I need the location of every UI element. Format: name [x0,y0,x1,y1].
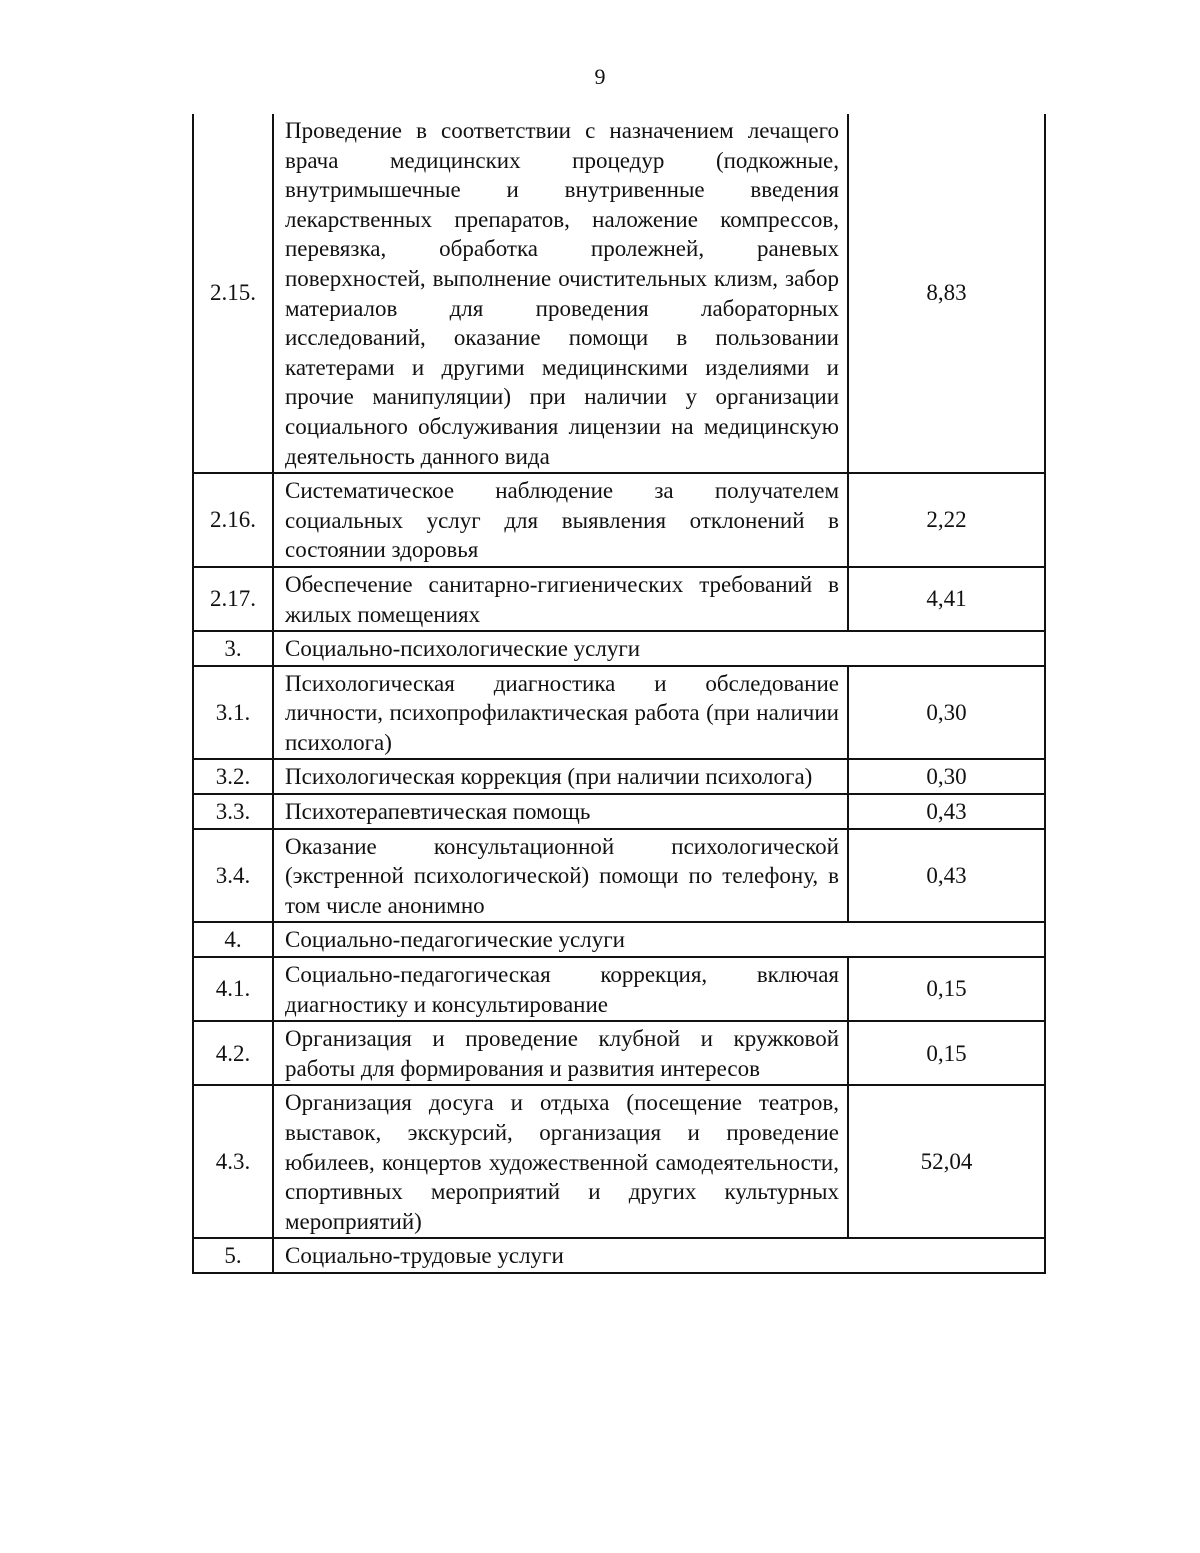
service-name: Организация и проведение клубной и кружковой работы для формирования и развития интересов [273,1021,848,1085]
service-name: Психологическая диагностика и обследование личности, психопрофилактическая работа (при наличии психолога) [273,666,848,760]
service-row [193,666,1045,760]
service-row [193,1085,1045,1238]
services-tariff-table [192,114,1046,1274]
row-number: 3.3. [193,794,273,829]
table-body [193,114,1045,1273]
section-title: Социально-психологические услуги [273,631,1045,666]
service-name: Оказание консультационной психологической (экстренной психологической) помощи по телефону, в том числе анонимно [273,829,848,923]
service-tariff-value: 2,22 [848,473,1045,567]
service-row [193,759,1045,794]
service-tariff-value: 8,83 [848,114,1045,473]
service-tariff-value: 0,43 [848,829,1045,923]
row-number: 4. [193,922,273,957]
service-row [193,1021,1045,1085]
service-row [193,957,1045,1021]
service-row [193,114,1045,473]
row-number: 4.3. [193,1085,273,1238]
service-name: Психотерапевтическая помощь [273,794,848,829]
service-name: Проведение в соответствии с назначением лечащего врача медицинских процедур (подкожные, внутримышечные и внутривенные введения лекарственных препаратов, наложение компрессов, перевязка, обработка пролежней, раневых поверхностей, выполнение очистительных клизм, забор материалов для проведения лабораторных исследований, оказание помощи в пользовании катетерами и другими медицинскими изделиями и прочие манипуляции) при наличии у организации социального обслуживания лицензии на медицинскую деятельность данного вида [273,114,848,473]
service-name: Психологическая коррекция (при наличии психолога) [273,759,848,794]
section-row [193,631,1045,666]
service-tariff-value: 0,30 [848,759,1045,794]
section-row [193,922,1045,957]
row-number: 4.2. [193,1021,273,1085]
row-number: 3.1. [193,666,273,760]
service-tariff-value: 4,41 [848,567,1045,631]
row-number: 4.1. [193,957,273,1021]
service-tariff-value: 0,43 [848,794,1045,829]
service-tariff-value: 52,04 [848,1085,1045,1238]
service-row [193,473,1045,567]
service-row [193,567,1045,631]
service-row [193,829,1045,923]
service-name: Социально-педагогическая коррекция, включая диагностику и консультирование [273,957,848,1021]
row-number: 3.4. [193,829,273,923]
service-tariff-value: 0,30 [848,666,1045,760]
row-number: 3.2. [193,759,273,794]
service-tariff-value: 0,15 [848,957,1045,1021]
service-name: Обеспечение санитарно-гигиенических требований в жилых помещениях [273,567,848,631]
section-title: Социально-педагогические услуги [273,922,1045,957]
row-number: 2.17. [193,567,273,631]
section-row [193,1238,1045,1273]
service-name: Систематическое наблюдение за получателем социальных услуг для выявления отклонений в состоянии здоровья [273,473,848,567]
service-tariff-value: 0,15 [848,1021,1045,1085]
page-number: 9 [594,64,606,89]
row-number: 2.15. [193,114,273,473]
section-title: Социально-трудовые услуги [273,1238,1045,1273]
service-row [193,794,1045,829]
row-number: 3. [193,631,273,666]
row-number: 2.16. [193,473,273,567]
service-name: Организация досуга и отдыха (посещение театров, выставок, экскурсий, организация и проведение юбилеев, концертов художественной самодеятельности, спортивных мероприятий и других культурных мероприятий) [273,1085,848,1238]
row-number: 5. [193,1238,273,1273]
